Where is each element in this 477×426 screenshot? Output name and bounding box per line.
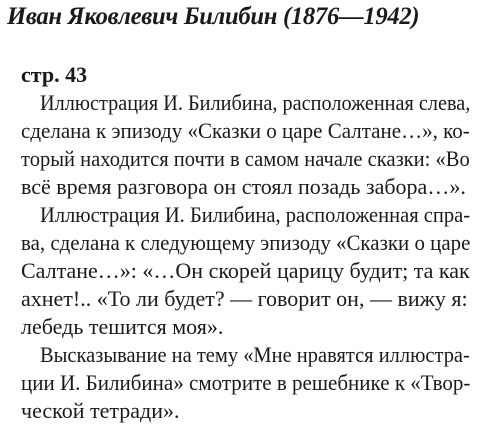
paragraph-2-line-3: Салтане…»: «…Он скорей царицу будит; та как <box>21 258 470 283</box>
paragraph-2-line-5: лебедь тешится моя». <box>21 314 224 339</box>
paragraph-2-line-2: ва, сделана к следующему эпизоду «Сказки о царе <box>21 230 471 255</box>
document-heading: Иван Яковлевич Билибин (1876—1942) <box>7 3 420 30</box>
paragraph-1-line-1: Иллюстрация И. Билибина, расположенная слева, <box>40 90 471 115</box>
paragraph-1-line-3: торый находится почти в самом начале сказки: «Во <box>21 146 470 171</box>
paragraph-3-line-2: ции И. Билибина» смотрите в решебнике к «Твор- <box>21 370 471 395</box>
paragraph-2-line-1: Иллюстрация И. Билибина, расположенная спра- <box>40 202 471 227</box>
paragraph-2-line-4: ахнет!.. «То ли будет? — говорит он, — вижу я: <box>21 286 468 311</box>
paragraph-1-line-2: сделана к эпизоду «Сказки о царе Салтане…», ко- <box>21 118 470 143</box>
page-reference: стр. 43 <box>21 62 88 87</box>
paragraph-1-line-4: всё время разговора он стоял позадь забора…». <box>21 174 466 199</box>
paragraph-3-line-3: ческой тетради». <box>21 398 180 423</box>
paragraph-3-line-1: Высказывание на тему «Мне нравятся иллюстра- <box>40 342 470 367</box>
